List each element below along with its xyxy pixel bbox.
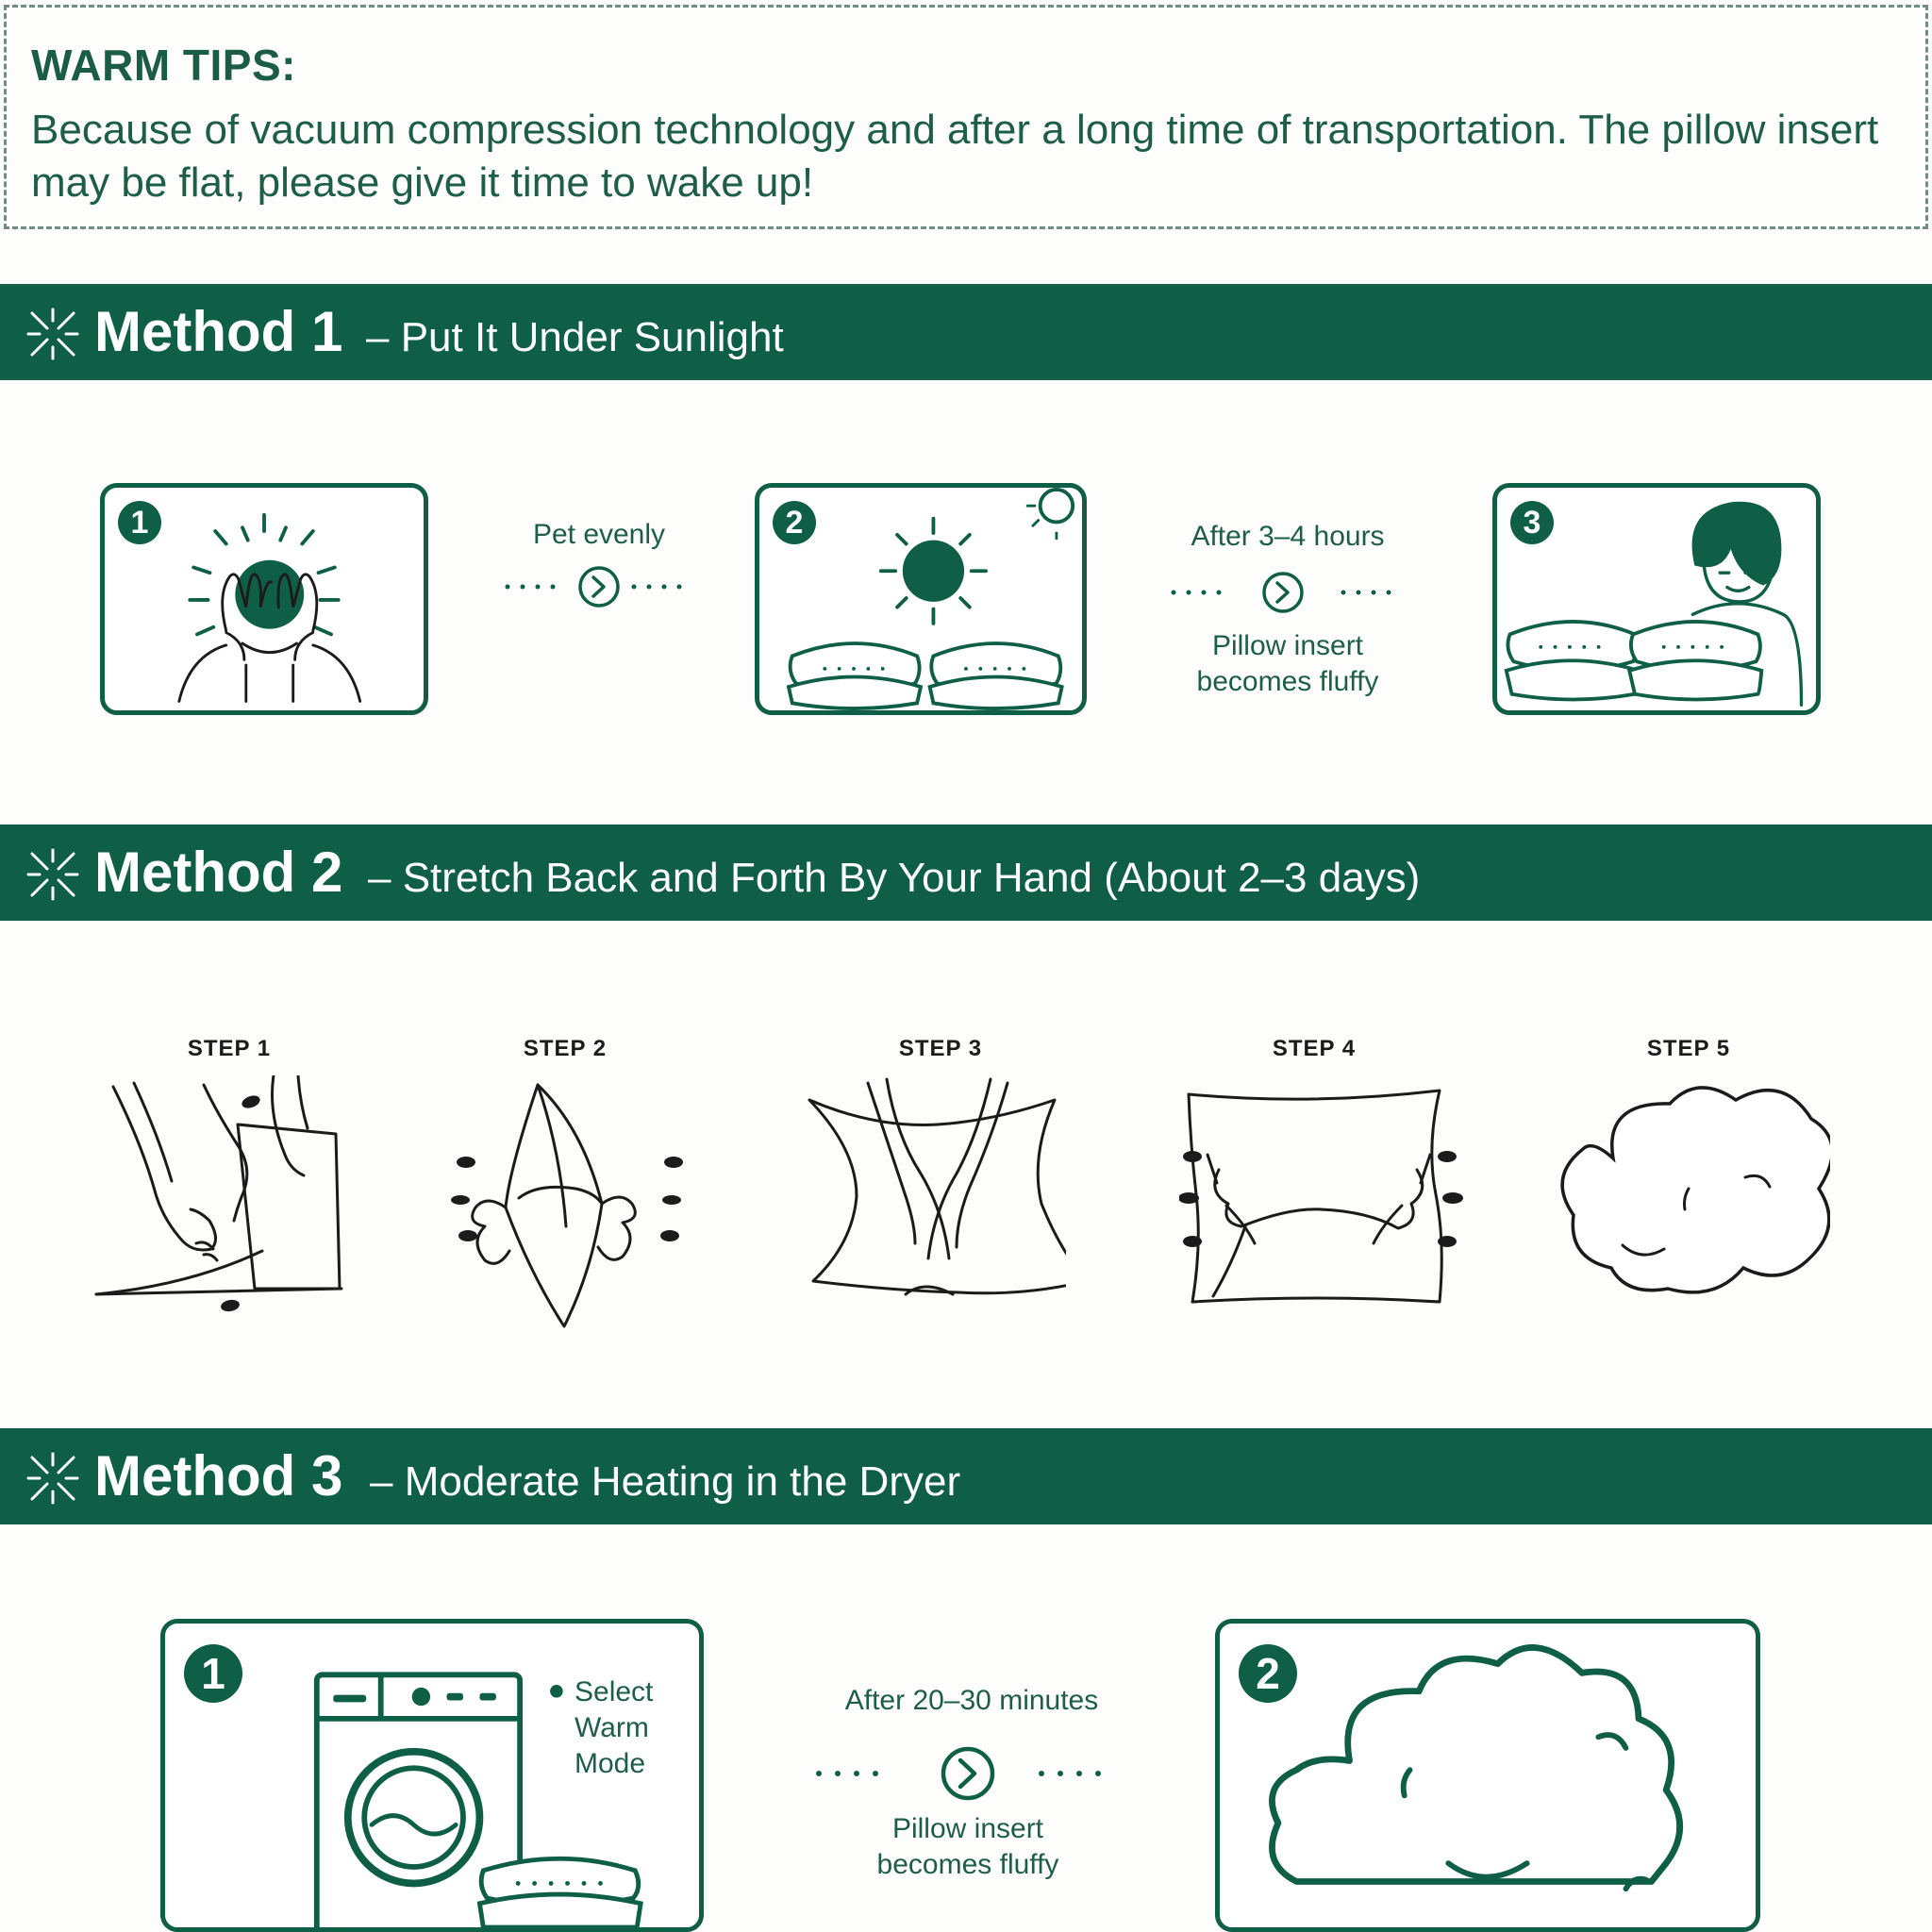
person-with-pillows-icon bbox=[1497, 488, 1816, 710]
sparkle-icon bbox=[26, 1452, 79, 1505]
method-3-caption-line-2: becomes fluffy bbox=[876, 1849, 1059, 1880]
chevron-right-circle-icon bbox=[813, 1745, 1126, 1802]
method-2-title: Method 2 bbox=[94, 841, 343, 904]
sun-icon bbox=[759, 488, 1082, 710]
method-3-arrow-caption bbox=[798, 1811, 1138, 1883]
step-4-label: STEP 4 bbox=[1272, 1036, 1357, 1061]
method-1-card-1 bbox=[100, 483, 428, 715]
method-3-arrow-label: After 20–30 minutes bbox=[844, 1685, 1099, 1716]
step-number-badge: 1 bbox=[184, 1644, 242, 1703]
method-2-header bbox=[0, 824, 1932, 921]
sparkle-icon bbox=[26, 308, 79, 360]
method-1-card-3 bbox=[1492, 483, 1821, 715]
cloud-icon bbox=[1220, 1624, 1756, 1927]
dryer-note-line-3: Mode bbox=[575, 1748, 646, 1779]
step-5-label: STEP 5 bbox=[1646, 1036, 1731, 1061]
step-2-pillow-squeeze-icon bbox=[443, 1075, 689, 1330]
dryer-note bbox=[575, 1674, 688, 1782]
arrow-2-caption bbox=[1151, 628, 1424, 700]
warm-tips-title: WARM TIPS: bbox=[31, 41, 296, 90]
step-number-badge: 1 bbox=[118, 501, 161, 544]
step-2-label: STEP 2 bbox=[523, 1036, 608, 1061]
dryer-note-line-2: Warm bbox=[575, 1712, 649, 1743]
method-3-subtitle: – Moderate Heating in the Dryer bbox=[370, 1458, 961, 1505]
person-sunlight-icon bbox=[105, 488, 424, 710]
sparkle-icon bbox=[26, 848, 79, 901]
warm-tips-box bbox=[4, 5, 1928, 229]
method-2-subtitle: – Stretch Back and Forth By Your Hand (About 2–3 days) bbox=[368, 855, 1421, 901]
step-3-pillow-pull-icon bbox=[802, 1075, 1066, 1321]
dryer-note-line-1: Select bbox=[575, 1676, 654, 1707]
cloud-icon bbox=[1547, 1083, 1830, 1319]
warm-tips-body: Because of vacuum compression technology and after a long time of transportation. The pillow insert may be flat, please give it time to wake up! bbox=[31, 107, 1879, 206]
step-1-hands-icon bbox=[91, 1075, 345, 1321]
chevron-right-circle-icon bbox=[1168, 568, 1404, 617]
arrow-2-caption-line-1: Pillow insert bbox=[1211, 630, 1364, 661]
step-3-label: STEP 3 bbox=[898, 1036, 983, 1061]
step-4-pillow-stretch-icon bbox=[1179, 1085, 1472, 1321]
method-3-card-1 bbox=[160, 1619, 704, 1932]
method-3-header bbox=[0, 1428, 1932, 1524]
chevron-right-circle-icon bbox=[502, 562, 700, 611]
step-number-badge: 3 bbox=[1510, 501, 1554, 544]
method-3-caption-line-1: Pillow insert bbox=[891, 1813, 1044, 1844]
arrow-2-label: After 3–4 hours bbox=[1191, 521, 1385, 552]
arrow-1-label: Pet evenly bbox=[532, 519, 666, 550]
method-1-title: Method 1 bbox=[94, 300, 343, 363]
method-1-subtitle: – Put It Under Sunlight bbox=[366, 314, 784, 360]
method-1-header bbox=[0, 284, 1932, 380]
method-1-card-2 bbox=[755, 483, 1087, 715]
method-3-title: Method 3 bbox=[94, 1444, 343, 1507]
step-number-badge: 2 bbox=[773, 501, 816, 544]
method-3-card-2 bbox=[1215, 1619, 1760, 1932]
step-1-label: STEP 1 bbox=[187, 1036, 272, 1061]
arrow-2-caption-line-2: becomes fluffy bbox=[1196, 666, 1379, 697]
step-number-badge: 2 bbox=[1239, 1644, 1297, 1703]
